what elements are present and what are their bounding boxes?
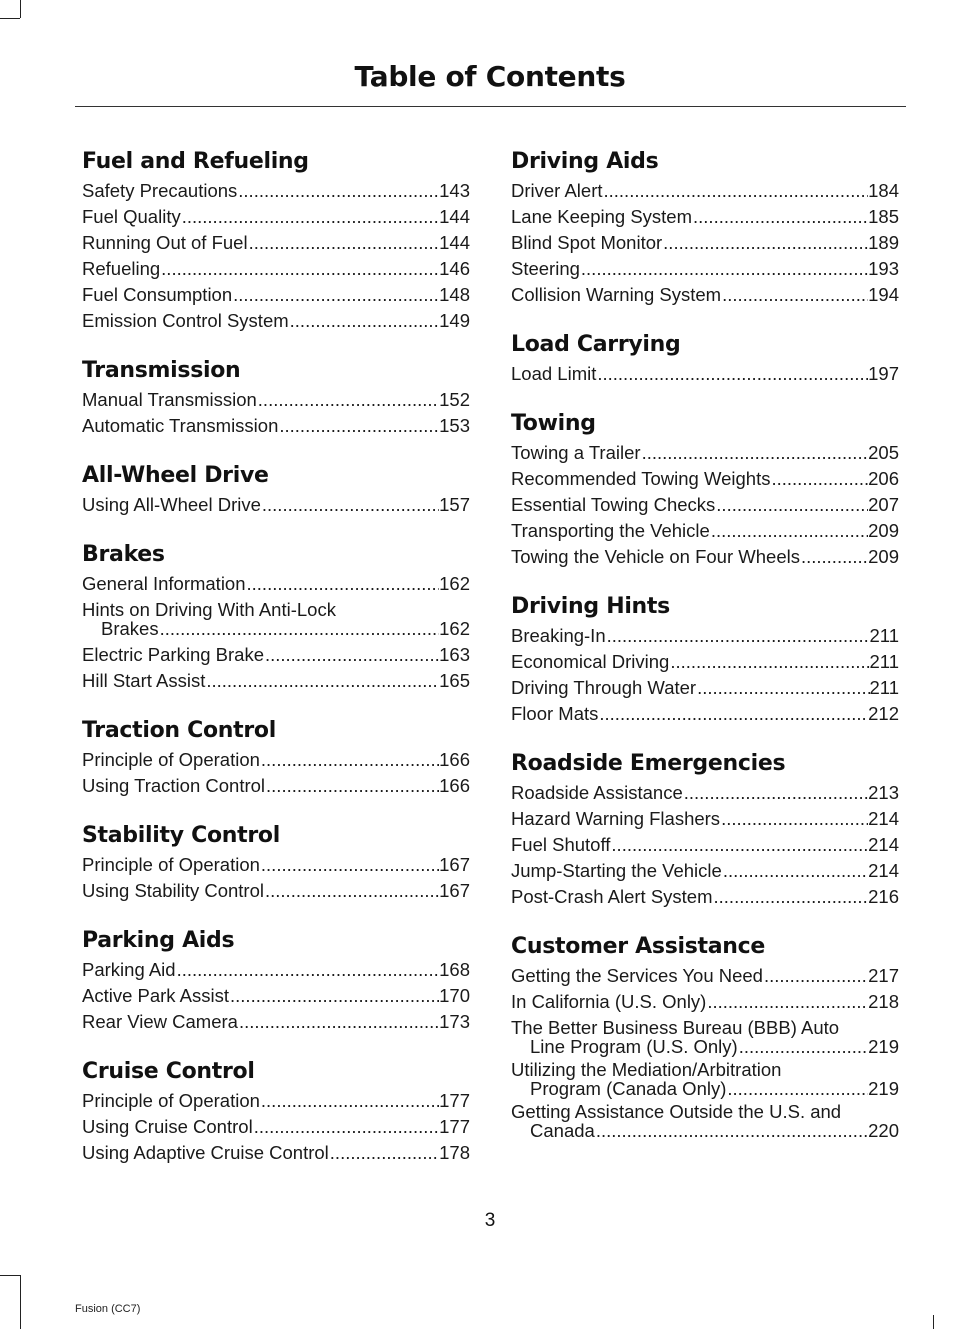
toc-entry-roadside-assistance[interactable]	[511, 780, 899, 806]
entry-page-number: 211	[869, 625, 899, 646]
section-heading: Cruise Control	[82, 1059, 255, 1084]
entry-line	[82, 256, 470, 282]
toc-entry-using-traction-control[interactable]	[82, 773, 470, 799]
entry-line	[82, 308, 470, 334]
crop-mark-top-left-horizontal	[0, 18, 20, 19]
entry-label: Getting the Services You Need	[511, 965, 763, 986]
entry-page-number: 152	[439, 389, 470, 410]
toc-entry-fuel-consumption[interactable]	[82, 282, 470, 308]
entry-page-number: 218	[868, 991, 899, 1012]
footer-model-label: Fusion (CC7)	[75, 1303, 141, 1315]
entry-page-number: 177	[439, 1090, 470, 1111]
entry-line	[511, 282, 899, 308]
entry-line	[511, 518, 899, 544]
dot-leader	[684, 780, 868, 806]
toc-section-driving-aids	[511, 146, 899, 308]
entry-label: Running Out of Fuel	[82, 232, 248, 253]
toc-entry-using-all-wheel-drive[interactable]	[82, 492, 470, 518]
dot-leader	[711, 518, 868, 544]
toc-entry-driving-through-water[interactable]	[511, 675, 899, 701]
toc-entry-principle-of-operation[interactable]	[82, 747, 470, 773]
entry-page-number: 209	[868, 546, 899, 567]
dot-leader	[177, 957, 440, 983]
entry-line	[82, 178, 470, 204]
dot-leader	[249, 230, 440, 256]
dot-leader	[279, 413, 439, 439]
entry-line	[511, 884, 899, 910]
entry-line	[82, 1088, 470, 1114]
toc-entry-getting-the-services-you-need[interactable]	[511, 963, 899, 989]
entry-page-number: 149	[439, 310, 470, 331]
toc-section-load-carrying	[511, 329, 899, 387]
entry-line	[82, 957, 470, 983]
entry-line	[511, 675, 899, 701]
toc-entry-hints-on-driving-with-anti-lock[interactable]	[82, 600, 470, 638]
entry-line	[511, 230, 899, 256]
entry-line	[82, 282, 470, 308]
entry-page-number: 214	[868, 860, 899, 881]
entry-label: Driver Alert	[511, 180, 603, 201]
toc-entry-using-stability-control[interactable]	[82, 878, 470, 904]
toc-entry-general-information[interactable]	[82, 571, 470, 597]
entry-label: Roadside Assistance	[511, 782, 683, 803]
entry-label: Hill Start Assist	[82, 670, 206, 691]
toc-entry-economical-driving[interactable]	[511, 649, 899, 675]
toc-section-cruise-control	[82, 1056, 470, 1166]
entry-page-number: 166	[439, 749, 470, 770]
entry-line	[82, 642, 470, 668]
dot-leader	[721, 806, 868, 832]
entry-label: Post-Crash Alert System	[511, 886, 713, 907]
toc-entry-lane-keeping-system[interactable]	[511, 204, 899, 230]
entry-label: Fuel Quality	[82, 206, 181, 227]
section-heading: Brakes	[82, 542, 165, 567]
entry-page-number: 177	[439, 1116, 470, 1137]
section-heading: Load Carrying	[511, 332, 681, 357]
entry-label: Floor Mats	[511, 703, 599, 724]
entry-page-number: 214	[868, 808, 899, 829]
entry-page-number: 157	[439, 494, 470, 515]
section-heading: All-Wheel Drive	[82, 463, 269, 488]
entry-line	[82, 387, 470, 413]
entry-page-number: 209	[868, 520, 899, 541]
section-heading: Transmission	[82, 358, 241, 383]
toc-entry-breaking-in[interactable]	[511, 623, 899, 649]
page-title: Table of Contents	[354, 60, 626, 93]
entry-label: Using Cruise Control	[82, 1116, 253, 1137]
dot-leader	[642, 440, 869, 466]
entry-label: Principle of Operation	[82, 1090, 260, 1111]
entry-page-number: 211	[869, 651, 899, 672]
entry-line	[82, 571, 470, 597]
entry-line	[511, 963, 899, 989]
entry-label: Driving Through Water	[511, 677, 697, 698]
entry-label: Load Limit	[511, 363, 597, 384]
entry-page-number: 193	[868, 258, 899, 279]
entry-line	[82, 747, 470, 773]
toc-section-driving-hints	[511, 591, 899, 727]
dot-leader	[261, 852, 439, 878]
entry-line	[82, 1114, 470, 1140]
entry-label: Jump-Starting the Vehicle	[511, 860, 722, 881]
entry-page-number: 219	[868, 1078, 899, 1099]
toc-section-roadside-emergencies	[511, 748, 899, 910]
dot-leader	[801, 544, 868, 570]
entry-page-number: 144	[439, 232, 470, 253]
entry-label: Hazard Warning Flashers	[511, 808, 721, 829]
entry-page-number: 194	[868, 284, 899, 305]
entry-page-number: 148	[439, 284, 470, 305]
dot-leader	[739, 1037, 868, 1056]
entry-page-number: 207	[868, 494, 899, 515]
toc-section-fuel-and-refueling	[82, 146, 470, 334]
toc-entry-safety-precautions[interactable]	[82, 178, 470, 204]
toc-entry-in-california-u-s-only[interactable]	[511, 989, 899, 1015]
entry-page-number: 163	[439, 644, 470, 665]
toc-entry-using-cruise-control[interactable]	[82, 1114, 470, 1140]
section-heading: Driving Hints	[511, 594, 670, 619]
toc-entry-manual-transmission[interactable]	[82, 387, 470, 413]
toc-section-parking-aids	[82, 925, 470, 1035]
dot-leader	[604, 178, 869, 204]
section-heading: Parking Aids	[82, 928, 235, 953]
dot-leader	[611, 832, 868, 858]
entry-line	[82, 852, 470, 878]
entry-page-number: 143	[439, 180, 470, 201]
toc-left-column	[82, 146, 470, 1187]
dot-leader	[230, 983, 439, 1009]
dot-leader	[330, 1140, 439, 1166]
entry-line	[82, 413, 470, 439]
entry-page-number: 212	[868, 703, 899, 724]
entry-label: Parking Aid	[82, 959, 176, 980]
entry-line	[511, 361, 899, 387]
entry-label: Refueling	[82, 258, 161, 279]
toc-entry-using-adaptive-cruise-control[interactable]	[82, 1140, 470, 1166]
toc-entry-hill-start-assist[interactable]	[82, 668, 470, 694]
entry-page-number: 167	[439, 854, 470, 875]
crop-mark-bottom-left-horizontal	[0, 1275, 20, 1276]
entry-label-line: Utilizing the Mediation/Arbitration	[511, 1059, 782, 1080]
dot-leader	[182, 204, 439, 230]
toc-entry-load-limit[interactable]	[511, 361, 899, 387]
entry-label: Active Park Assist	[82, 985, 230, 1006]
page-number: 3	[484, 1210, 496, 1231]
dot-leader	[247, 571, 440, 597]
toc-entry-towing-a-trailer[interactable]	[511, 440, 899, 466]
entry-line	[511, 780, 899, 806]
entry-page-number: 217	[868, 965, 899, 986]
dot-leader	[265, 878, 439, 904]
section-heading: Roadside Emergencies	[511, 751, 786, 776]
entry-label: Breaking-In	[511, 625, 606, 646]
entry-line	[82, 773, 470, 799]
entry-page-number: 213	[868, 782, 899, 803]
dot-leader	[265, 642, 439, 668]
entry-page-number: 219	[868, 1036, 899, 1057]
toc-section-towing	[511, 408, 899, 570]
toc-entry-collision-warning-system[interactable]	[511, 282, 899, 308]
dot-leader	[670, 649, 869, 675]
entry-label: Safety Precautions	[82, 180, 238, 201]
entry-line	[82, 1140, 470, 1166]
entry-label: Essential Towing Checks	[511, 494, 716, 515]
dot-leader	[722, 282, 868, 308]
dot-leader	[607, 623, 870, 649]
dot-leader	[599, 701, 868, 727]
section-heading: Stability Control	[82, 823, 280, 848]
entry-line	[82, 230, 470, 256]
entry-label: Recommended Towing Weights	[511, 468, 771, 489]
toc-entry-fuel-quality[interactable]	[82, 204, 470, 230]
toc-entry-active-park-assist[interactable]	[82, 983, 470, 1009]
entry-line	[511, 701, 899, 727]
dot-leader	[764, 963, 868, 989]
entry-line	[511, 989, 899, 1015]
entry-page-number: 167	[439, 880, 470, 901]
entry-label: Manual Transmission	[82, 389, 257, 410]
entry-page-number: 220	[868, 1120, 899, 1141]
toc-entry-steering[interactable]	[511, 256, 899, 282]
entry-line	[82, 204, 470, 230]
entry-line	[511, 544, 899, 570]
toc-entry-refueling[interactable]	[82, 256, 470, 282]
toc-right-column	[511, 146, 899, 1161]
dot-leader	[161, 256, 439, 282]
entry-page-number: 146	[439, 258, 470, 279]
dot-leader	[206, 668, 439, 694]
entry-line	[511, 178, 899, 204]
entry-label: General Information	[82, 573, 246, 594]
entry-page-number: 162	[439, 573, 470, 594]
toc-entry-utilizing-the-mediation-arbitration[interactable]	[511, 1060, 899, 1098]
entry-label-continuation: Brakes	[101, 618, 159, 639]
dot-leader	[238, 178, 439, 204]
entry-line	[82, 983, 470, 1009]
entry-line	[82, 1009, 470, 1035]
entry-page-number: 206	[868, 468, 899, 489]
entry-line	[511, 492, 899, 518]
entry-page-number: 165	[439, 670, 470, 691]
entry-label-continuation: Canada	[530, 1120, 595, 1141]
toc-entry-jump-starting-the-vehicle[interactable]	[511, 858, 899, 884]
entry-page-number: 173	[439, 1011, 470, 1032]
entry-label: Using Adaptive Cruise Control	[82, 1142, 329, 1163]
section-heading: Customer Assistance	[511, 934, 766, 959]
entry-page-number: 216	[868, 886, 899, 907]
entry-label: Electric Parking Brake	[82, 644, 264, 665]
toc-section-stability-control	[82, 820, 470, 904]
entry-label: Fuel Consumption	[82, 284, 233, 305]
dot-leader	[597, 361, 868, 387]
entry-label: Using Stability Control	[82, 880, 264, 901]
entry-line	[511, 806, 899, 832]
entry-continuation-line	[82, 619, 470, 638]
entry-label-line: Hints on Driving With Anti-Lock	[82, 599, 336, 620]
entry-page-number: 168	[439, 959, 470, 980]
entry-page-number: 162	[439, 618, 470, 639]
entry-label: Blind Spot Monitor	[511, 232, 663, 253]
entry-page-number: 205	[868, 442, 899, 463]
entry-label: Principle of Operation	[82, 749, 260, 770]
toc-entry-blind-spot-monitor[interactable]	[511, 230, 899, 256]
toc-section-traction-control	[82, 715, 470, 799]
entry-continuation-line	[511, 1079, 899, 1098]
dot-leader	[266, 773, 439, 799]
crop-mark-top-left	[20, 0, 21, 18]
entry-page-number: 197	[868, 363, 899, 384]
entry-page-number: 144	[439, 206, 470, 227]
entry-label-continuation: Line Program (U.S. Only)	[530, 1036, 738, 1057]
toc-entry-rear-view-camera[interactable]	[82, 1009, 470, 1035]
toc-entry-essential-towing-checks[interactable]	[511, 492, 899, 518]
toc-entry-running-out-of-fuel[interactable]	[82, 230, 470, 256]
entry-label: Principle of Operation	[82, 854, 260, 875]
toc-entry-fuel-shutoff[interactable]	[511, 832, 899, 858]
dot-leader	[290, 308, 439, 334]
entry-label: Collision Warning System	[511, 284, 722, 305]
toc-entry-the-better-business-bureau-bbb-auto[interactable]	[511, 1018, 899, 1056]
toc-entry-transporting-the-vehicle[interactable]	[511, 518, 899, 544]
dot-leader	[261, 747, 439, 773]
dot-leader	[693, 204, 868, 230]
entry-line	[511, 649, 899, 675]
entry-line	[511, 858, 899, 884]
entry-continuation-line	[511, 1121, 899, 1140]
dot-leader	[262, 492, 439, 518]
dot-leader	[258, 387, 439, 413]
toc-entry-parking-aid[interactable]	[82, 957, 470, 983]
entry-continuation-line	[511, 1037, 899, 1056]
entry-label: Rear View Camera	[82, 1011, 238, 1032]
toc-entry-post-crash-alert-system[interactable]	[511, 884, 899, 910]
toc-entry-automatic-transmission[interactable]	[82, 413, 470, 439]
dot-leader	[771, 466, 868, 492]
dot-leader	[663, 230, 868, 256]
entry-line	[511, 832, 899, 858]
toc-section-all-wheel-drive	[82, 460, 470, 518]
toc-entry-electric-parking-brake[interactable]	[82, 642, 470, 668]
entry-line	[511, 623, 899, 649]
dot-leader	[160, 619, 440, 638]
toc-entry-principle-of-operation[interactable]	[82, 852, 470, 878]
entry-label: Steering	[511, 258, 580, 279]
entry-line	[82, 492, 470, 518]
entry-label: Using All-Wheel Drive	[82, 494, 261, 515]
dot-leader	[714, 884, 869, 910]
entry-page-number: 184	[868, 180, 899, 201]
dot-leader	[261, 1088, 439, 1114]
dot-leader	[723, 858, 868, 884]
entry-label: Fuel Shutoff	[511, 834, 611, 855]
entry-line	[511, 466, 899, 492]
entry-line	[511, 204, 899, 230]
entry-page-number: 166	[439, 775, 470, 796]
entry-page-number: 153	[439, 415, 470, 436]
entry-label: Towing a Trailer	[511, 442, 641, 463]
toc-entry-towing-the-vehicle-on-four-wheels[interactable]	[511, 544, 899, 570]
toc-entry-driver-alert[interactable]	[511, 178, 899, 204]
toc-entry-floor-mats[interactable]	[511, 701, 899, 727]
section-heading: Towing	[511, 411, 596, 436]
dot-leader	[596, 1121, 868, 1140]
toc-section-brakes	[82, 539, 470, 694]
entry-page-number: 211	[869, 677, 899, 698]
entry-label: Transporting the Vehicle	[511, 520, 710, 541]
dot-leader	[581, 256, 868, 282]
title-divider	[75, 106, 906, 107]
toc-entry-getting-assistance-outside-the-u-s-and[interactable]	[511, 1102, 899, 1140]
dot-leader	[697, 675, 869, 701]
dot-leader	[716, 492, 868, 518]
entry-page-number: 185	[868, 206, 899, 227]
entry-line	[82, 668, 470, 694]
toc-entry-hazard-warning-flashers[interactable]	[511, 806, 899, 832]
crop-mark-bottom-left	[20, 1275, 21, 1329]
entry-label-line: Getting Assistance Outside the U.S. and	[511, 1101, 842, 1122]
entry-label: In California (U.S. Only)	[511, 991, 707, 1012]
entry-page-number: 178	[439, 1142, 470, 1163]
dot-leader	[239, 1009, 439, 1035]
entry-label-continuation: Program (Canada Only)	[530, 1078, 727, 1099]
toc-entry-principle-of-operation[interactable]	[82, 1088, 470, 1114]
toc-entry-emission-control-system[interactable]	[82, 308, 470, 334]
entry-label: Lane Keeping System	[511, 206, 693, 227]
entry-label: Emission Control System	[82, 310, 289, 331]
dot-leader	[707, 989, 868, 1015]
entry-line	[82, 878, 470, 904]
entry-label: Automatic Transmission	[82, 415, 279, 436]
dot-leader	[233, 282, 439, 308]
entry-label: Economical Driving	[511, 651, 670, 672]
entry-line	[511, 256, 899, 282]
section-heading: Fuel and Refueling	[82, 149, 309, 174]
toc-section-customer-assistance	[511, 931, 899, 1140]
dot-leader	[727, 1079, 868, 1098]
entry-label: Towing the Vehicle on Four Wheels	[511, 546, 800, 567]
entry-line	[511, 440, 899, 466]
crop-mark-bottom-right	[933, 1315, 934, 1329]
entry-page-number: 170	[439, 985, 470, 1006]
section-heading: Driving Aids	[511, 149, 659, 174]
entry-page-number: 214	[868, 834, 899, 855]
section-heading: Traction Control	[82, 718, 276, 743]
toc-section-transmission	[82, 355, 470, 439]
entry-page-number: 189	[868, 232, 899, 253]
toc-entry-recommended-towing-weights[interactable]	[511, 466, 899, 492]
entry-label: Using Traction Control	[82, 775, 266, 796]
entry-label-line: The Better Business Bureau (BBB) Auto	[511, 1017, 840, 1038]
dot-leader	[254, 1114, 439, 1140]
